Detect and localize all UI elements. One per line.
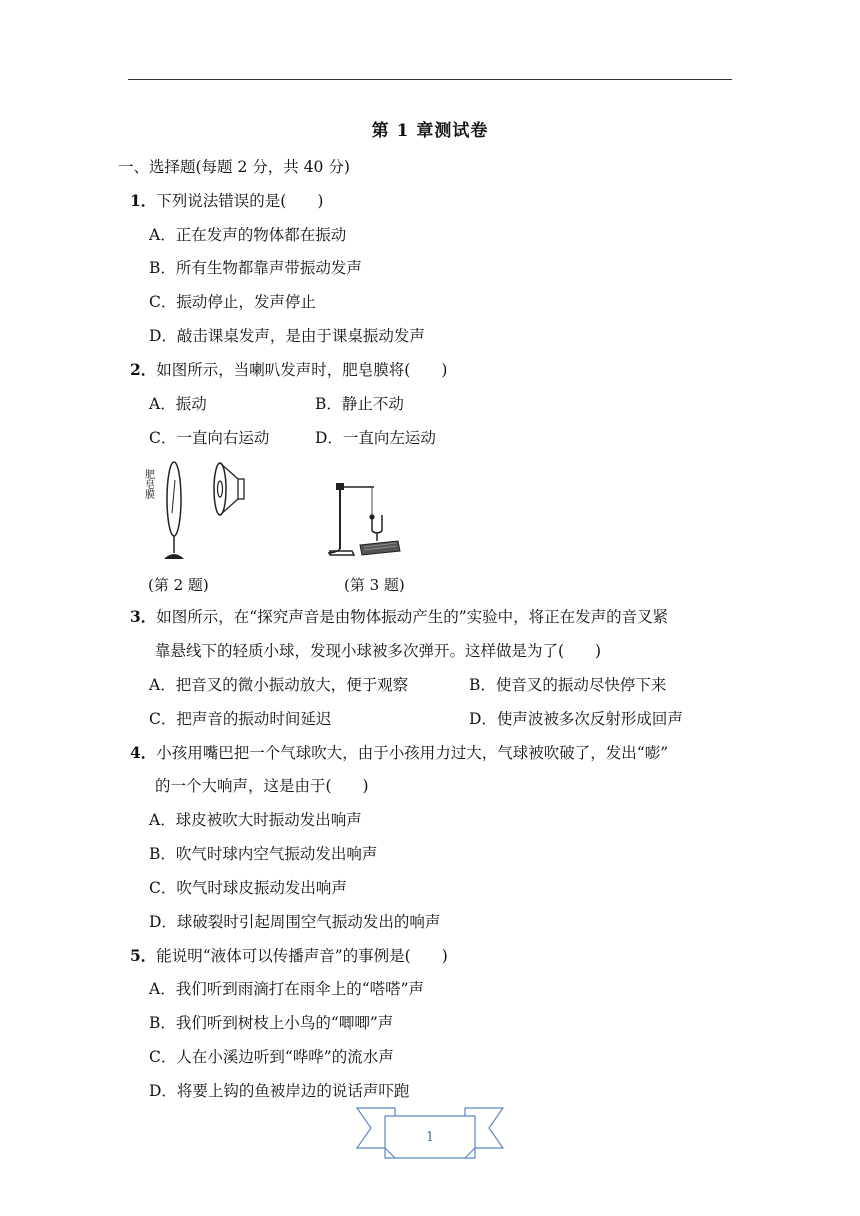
caption-q2: (第 2 题) — [148, 576, 209, 594]
question-stem-line2: 的一个大响声，这是由于( ) — [155, 777, 369, 795]
question-stem: 下列说法错误的是( ) — [156, 192, 324, 210]
option-5d: D．将要上钩的鱼被岸边的说话声吓跑 — [149, 1082, 410, 1100]
page-number: 1 — [425, 1130, 435, 1145]
option-1c: C．振动停止，发声停止 — [149, 293, 316, 311]
option-2b: B．静止不动 — [315, 395, 404, 413]
question-stem-line1: 如图所示，在“探究声音是由物体振动产生的”实验中，将正在发声的音叉紧 — [156, 608, 669, 626]
question-stem: 能说明“液体可以传播声音”的事例是( ) — [156, 947, 448, 965]
option-3d: D．使声波被多次反射形成回声 — [469, 710, 683, 728]
option-3a: A．把音叉的微小振动放大，便于观察 — [149, 676, 409, 694]
option-2a: A．振动 — [149, 395, 207, 413]
section-heading: 一、选择题(每题 2 分，共 40 分) — [118, 158, 350, 176]
question-number: 4． — [130, 743, 157, 762]
option-2c: C．一直向右运动 — [149, 429, 270, 447]
question-5 — [130, 946, 448, 966]
option-3b: B．使音叉的振动尽快停下来 — [469, 676, 667, 694]
option-2d: D．一直向左运动 — [315, 429, 436, 447]
page-title: 第 1 章测试卷 — [371, 121, 489, 141]
question-2 — [130, 360, 447, 380]
question-stem-line1: 小孩用嘴巴把一个气球吹大，由于小孩用力过大，气球被吹破了，发出“嘭” — [156, 744, 669, 762]
question-stem-line2: 靠悬线下的轻质小球，发现小球被多次弹开。这样做是为了( ) — [155, 642, 602, 660]
figure-label-soap-film: 肥皂膜 — [142, 469, 154, 499]
option-4b: B．吹气时球内空气振动发出响声 — [149, 845, 378, 863]
option-1d: D．敲击课桌发声，是由于课桌振动发声 — [149, 327, 425, 345]
question-number: 3． — [130, 607, 157, 626]
option-5b: B．我们听到树枝上小鸟的“唧唧”声 — [149, 1014, 394, 1032]
header-rule — [128, 79, 732, 80]
question-3 — [130, 607, 668, 627]
question-number: 1． — [130, 191, 157, 210]
figure-q3-tuning-fork — [322, 475, 412, 565]
option-3c: C．把声音的振动时间延迟 — [149, 710, 332, 728]
option-1b: B．所有生物都靠声带振动发声 — [149, 259, 362, 277]
option-5a: A．我们听到雨滴打在雨伞上的“嗒嗒”声 — [149, 980, 425, 998]
question-stem: 如图所示，当喇叭发声时，肥皂膜将( ) — [156, 361, 448, 379]
option-4c: C．吹气时球皮振动发出响声 — [149, 879, 347, 897]
question-number: 5． — [130, 946, 157, 965]
figure-q2-soap-film-speaker — [142, 455, 252, 565]
option-5c: C．人在小溪边听到“哗哗”的流水声 — [149, 1048, 394, 1066]
question-1 — [130, 191, 323, 211]
question-number: 2． — [130, 360, 157, 379]
option-4d: D．球破裂时引起周围空气振动发出的响声 — [149, 913, 441, 931]
caption-q3: (第 3 题) — [344, 576, 405, 594]
question-4 — [130, 743, 668, 763]
option-4a: A．球皮被吹大时振动发出响声 — [149, 811, 362, 829]
option-1a: A．正在发声的物体都在振动 — [149, 226, 347, 244]
